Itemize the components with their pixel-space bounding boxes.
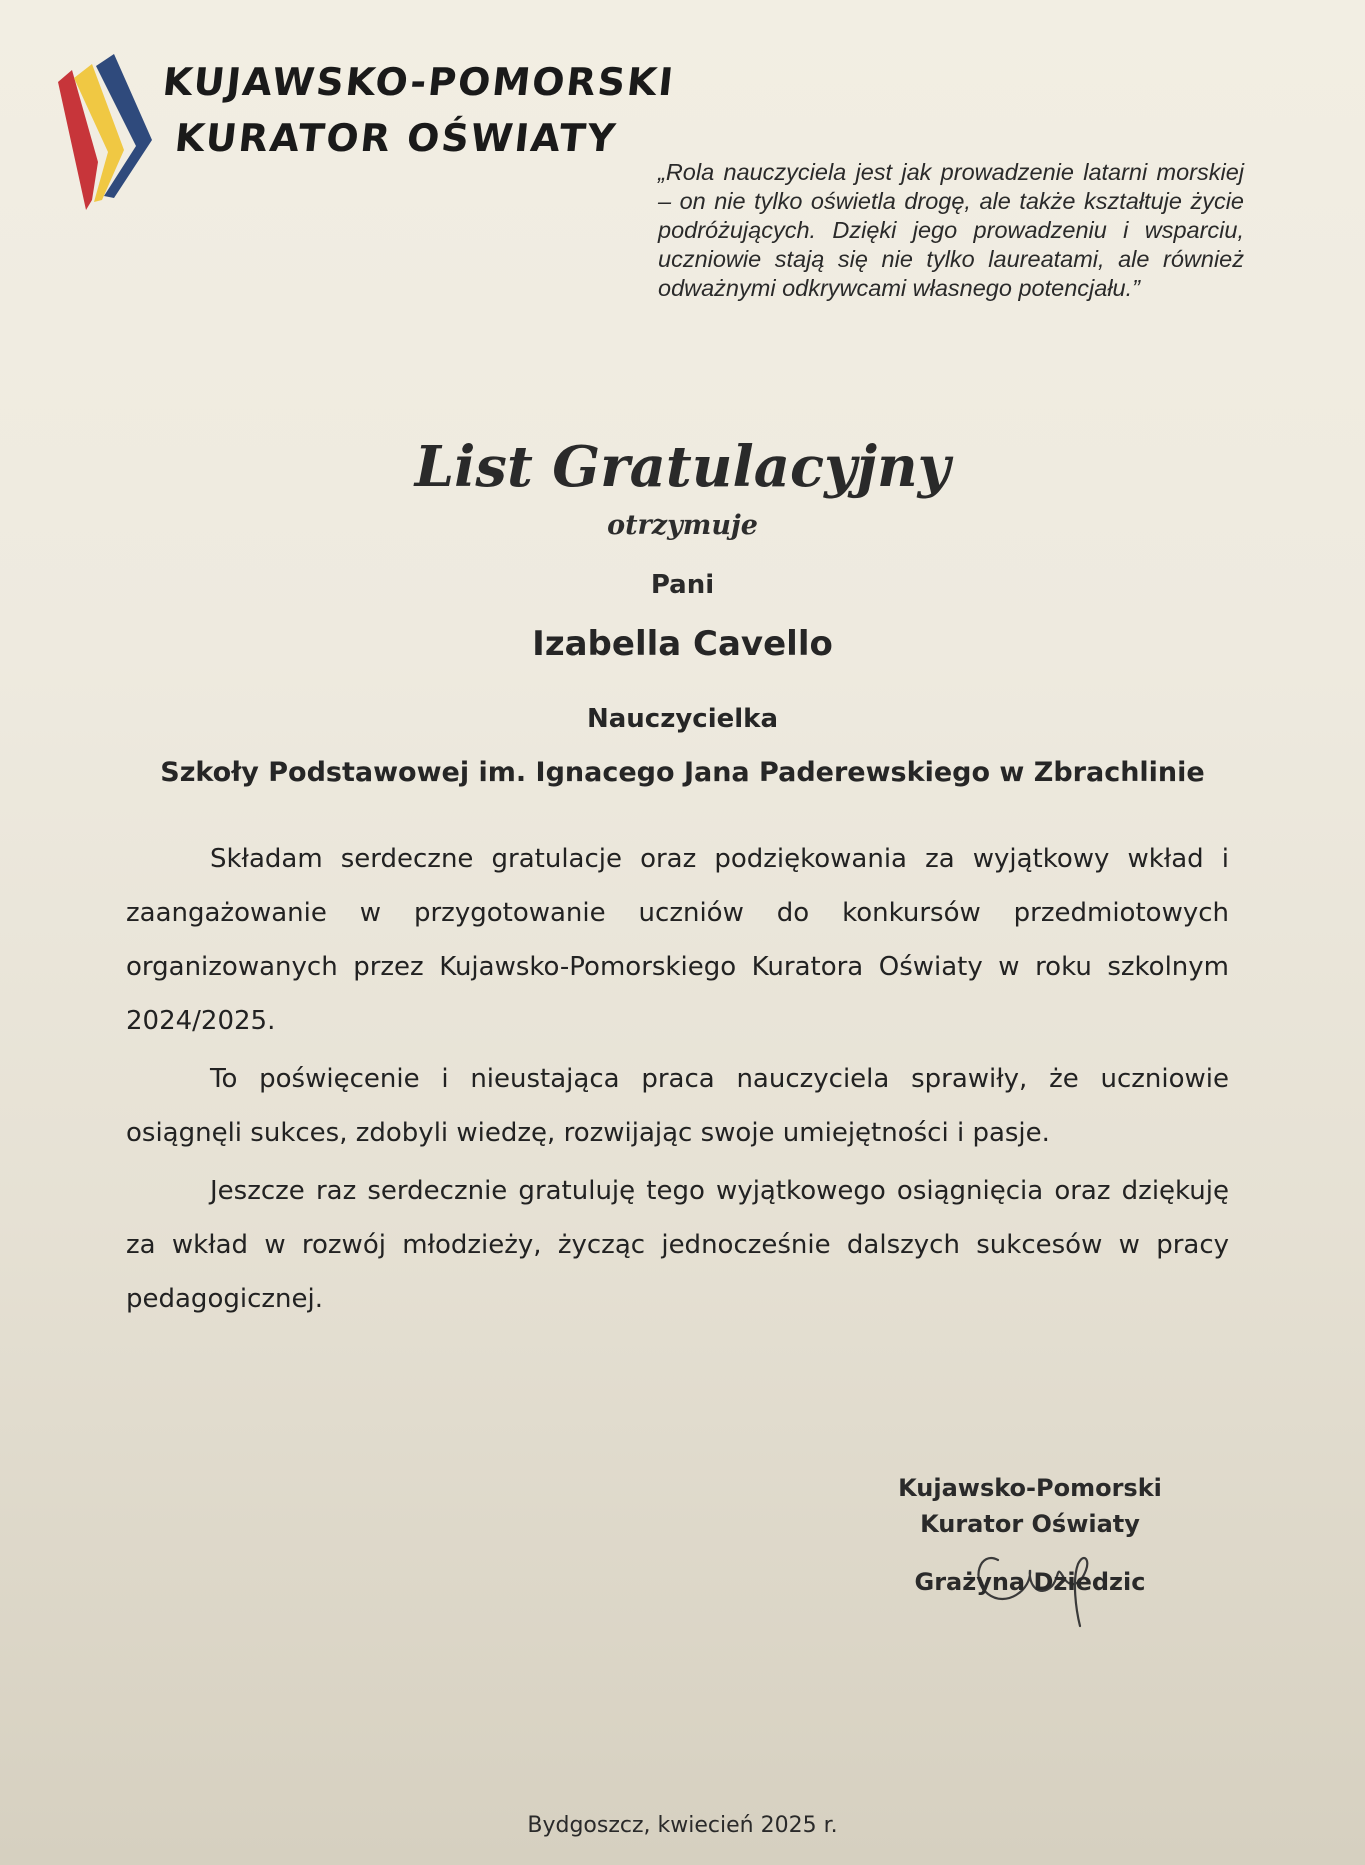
place-date: Bydgoszcz, kwiecień 2025 r.	[527, 1813, 838, 1838]
motto-quote: „Rola nauczyciela jest jak prowadzenie latarni morskiej – on nie tylko oświetla drogę, ale także kształtuje życie podróżujących. Dzięki jego prowadzeniu i wsparciu, uczniowie stają się nie tylko laureatami, ale również odważnymi odkrywcami własnego potencjału.”	[658, 159, 1244, 301]
salutation: Pani	[650, 570, 715, 600]
signature-block	[860, 1470, 1200, 1600]
signatory-title-line-2: Kurator Oświaty	[920, 1510, 1140, 1538]
body-paragraph: To poświęcenie i nieustająca praca nauczyciela sprawiły, że uczniowie osiągnęli sukces, zdobyli wiedzę, rozwijając swoje umiejętności i pasje.	[126, 1064, 1229, 1148]
recipient-role: Nauczycielka	[586, 704, 778, 734]
body-paragraph: Jeszcze raz serdecznie gratuluję tego wyjątkowego osiągnięcia oraz dziękuję za wkład w rozwój młodzieży, życząc jednocześnie dalszych sukcesów w pracy pedagogicznej.	[126, 1176, 1229, 1314]
recipient-school: Szkoły Podstawowej im. Ignacego Jana Paderewskiego w Zbrachlinie	[160, 757, 1205, 788]
body-paragraph: Składam serdeczne gratulacje oraz podziękowania za wyjątkowy wkład i zaangażowanie w przygotowanie uczniów do konkursów przedmiotowych organizowanych przez Kujawsko-Pomorskiego Kuratora Oświaty w roku szkolnym 2024/2025.	[126, 844, 1229, 1036]
logo-line-1: KUJAWSKO-POMORSKI	[160, 60, 678, 104]
recipient-name: Izabella Cavello	[532, 624, 833, 664]
logo-line-2: KURATOR OŚWIATY	[172, 116, 620, 160]
logo	[52, 50, 678, 210]
book-logo-icon	[52, 50, 162, 210]
signatory-title-line-1: Kujawsko-Pomorski	[898, 1474, 1162, 1502]
logo-wordmark	[154, 54, 678, 166]
document-title: List Gratulacyjny	[414, 434, 951, 500]
letter-body	[126, 832, 1229, 1330]
document-subtitle: otrzymuje	[607, 510, 758, 541]
signatory-name: Grażyna Dziedzic	[914, 1568, 1146, 1596]
